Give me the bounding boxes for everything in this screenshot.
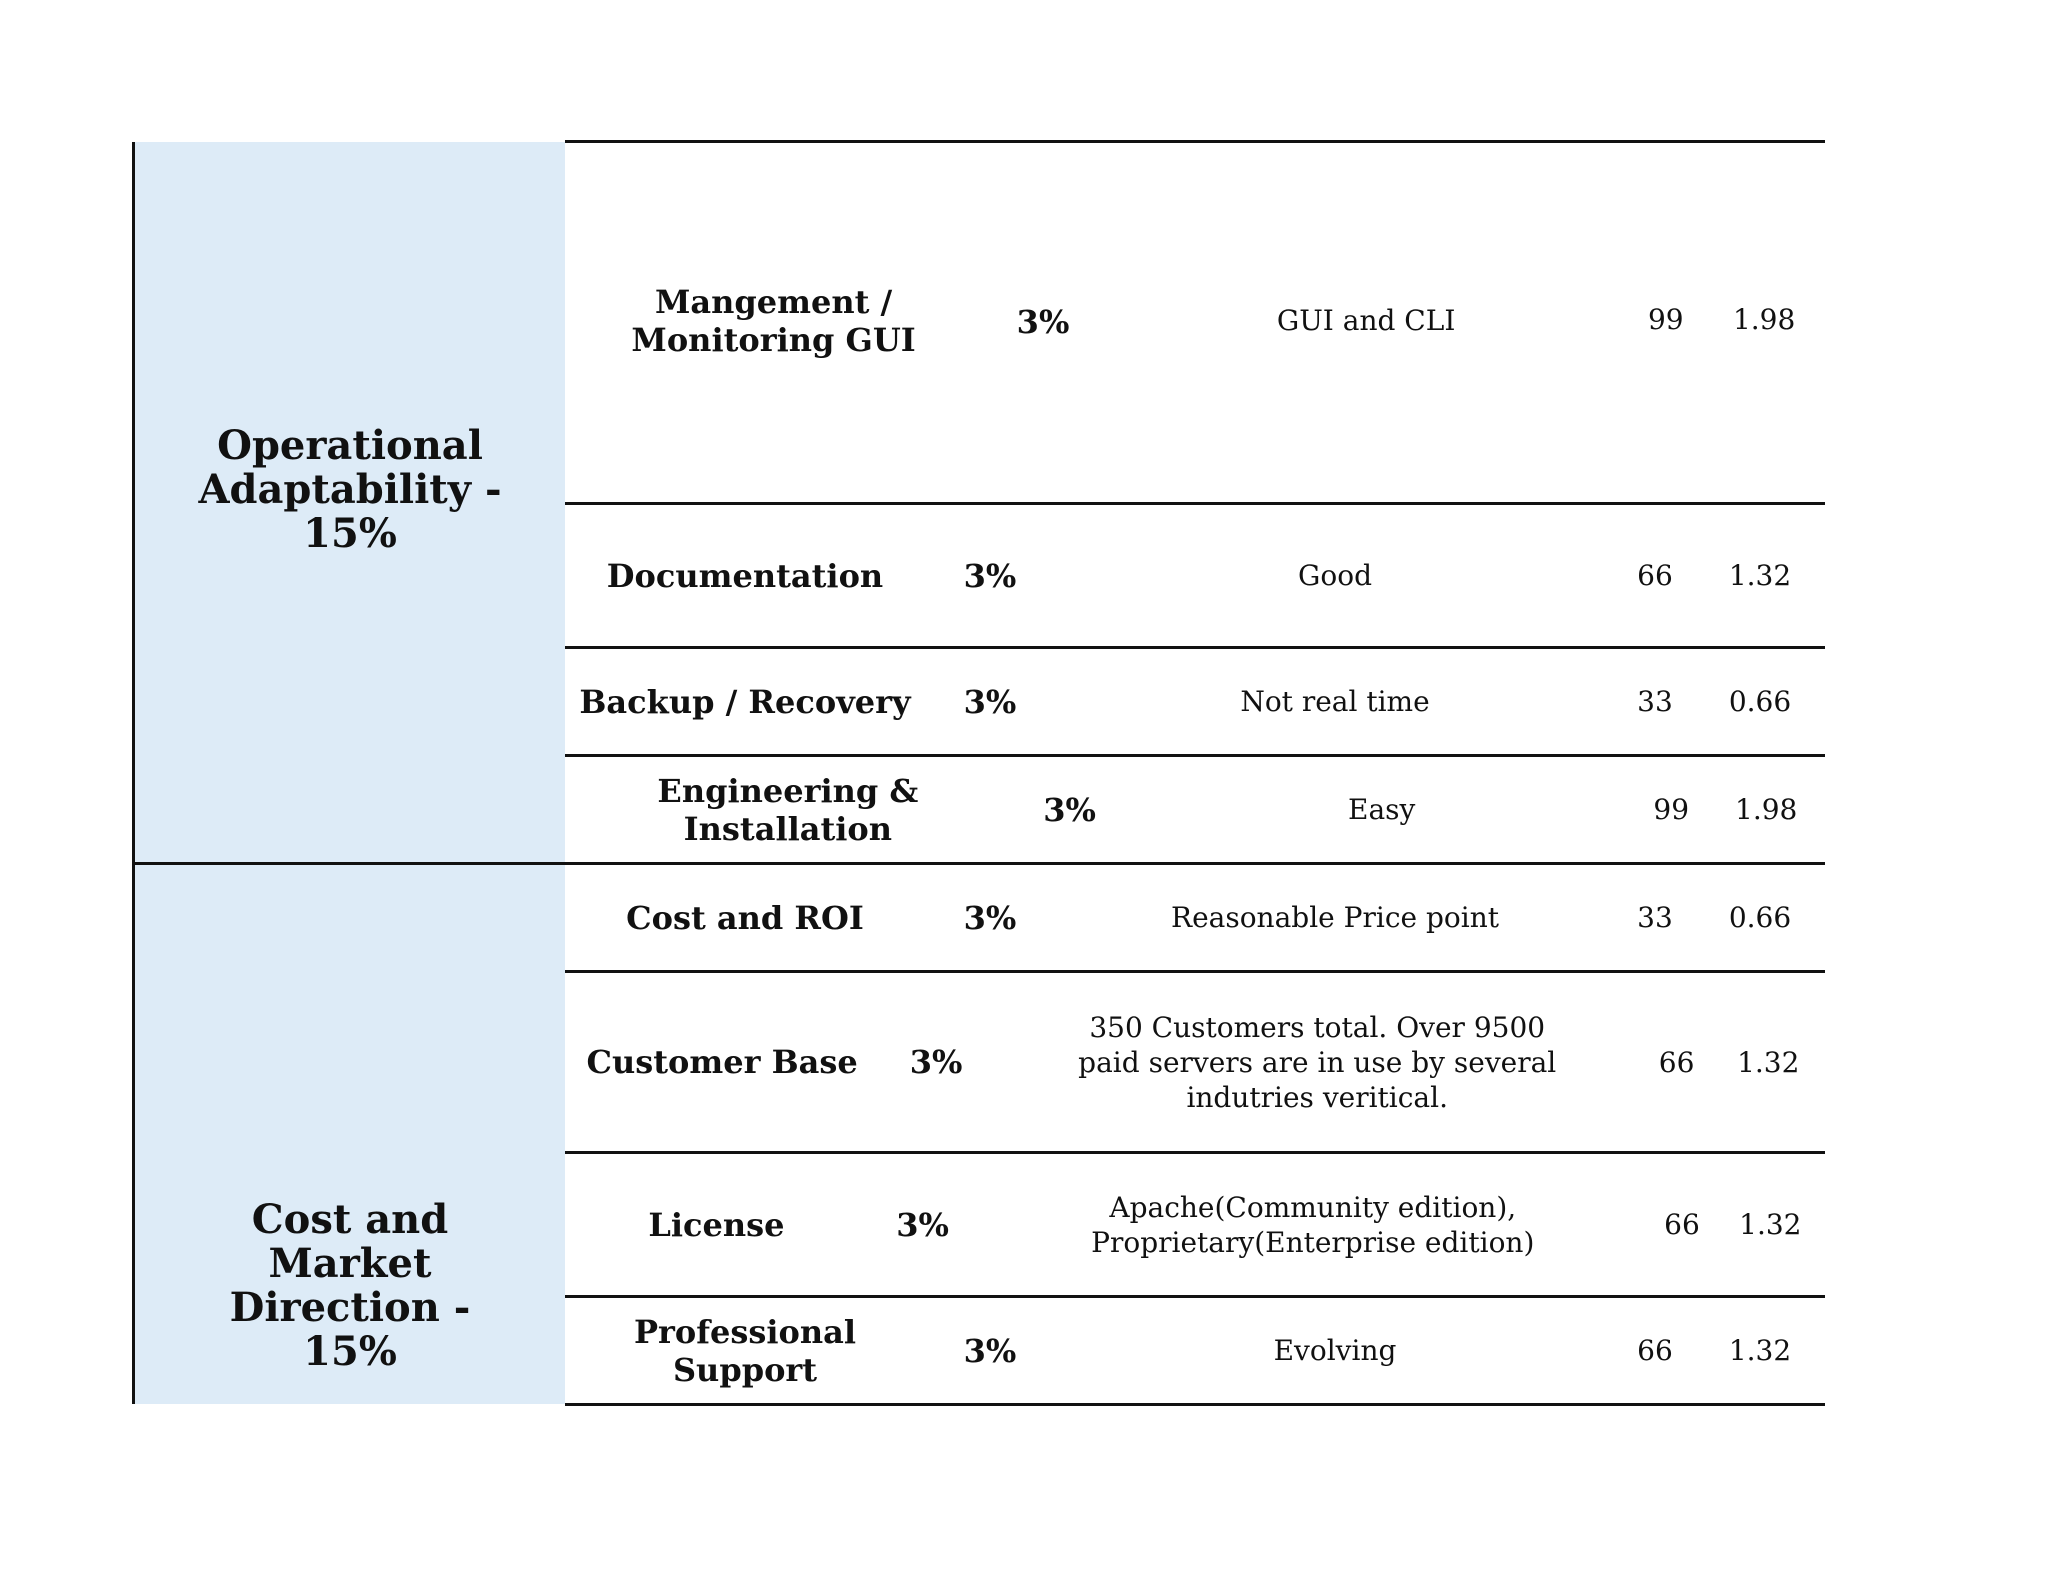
weight: 3% [963,682,1017,721]
criterion: License [648,1205,785,1244]
weighted-score: 0.66 [1728,685,1792,718]
table-row [565,1154,1825,1298]
category-cost-market-direction [135,864,565,1404]
description: 350 Customers total. Over 9500 paid servers are in use by several indutries veritical. [1078,1010,1557,1114]
score: 66 [1637,1334,1673,1367]
weighted-score: 0.66 [1728,901,1792,934]
criterion: Mangement / Monitoring GUI [631,283,916,359]
weight: 3% [1016,303,1070,341]
criterion: Backup / Recovery [579,682,911,721]
table-row [565,505,1825,649]
score: 66 [1658,1045,1695,1079]
category-label: Operational Adaptability - 15% [198,422,502,557]
category-label: Cost and Market Direction - 15% [229,1196,471,1375]
description: Reasonable Price point [1170,901,1499,934]
weighted-score: 1.98 [1732,303,1796,336]
table-row [565,973,1825,1154]
weight: 3% [909,1043,963,1081]
description: GUI and CLI [1276,304,1456,337]
criterion: Customer Base [586,1043,858,1081]
weighted-score: 1.98 [1735,793,1798,826]
weighted-score: 1.32 [1728,1334,1792,1367]
criterion: Cost and ROI [626,898,864,937]
description: Apache(Community edition), Proprietary(Enterprise edition) [1091,1190,1535,1259]
weight: 3% [963,898,1017,937]
description: Not real time [1240,685,1430,718]
weighted-score: 1.32 [1739,1208,1802,1241]
weighted-score: 1.32 [1737,1045,1800,1079]
weight: 3% [963,1331,1017,1370]
left-border [132,864,135,1404]
score: 33 [1637,685,1673,718]
table-row [565,1298,1825,1406]
criterion: Engineering & Installation [657,771,919,848]
criterion: Professional Support [633,1312,857,1389]
weighted-score: 1.32 [1728,559,1792,592]
weight: 3% [963,556,1017,595]
left-border [132,142,135,864]
score: 99 [1653,793,1690,826]
description: Easy [1348,793,1416,826]
weight: 3% [896,1205,949,1244]
table-row [565,865,1825,973]
table-row [565,143,1825,505]
criterion: Documentation [606,556,884,595]
category-divider [132,862,565,865]
score: 99 [1647,303,1684,336]
category-operational-adaptability [135,142,565,864]
description: Evolving [1273,1334,1397,1367]
weight: 3% [1043,790,1096,829]
score: 66 [1637,559,1673,592]
table-row [565,757,1825,865]
description: Good [1297,559,1372,592]
score: 66 [1664,1208,1700,1241]
score: 33 [1637,901,1673,934]
table-row [565,649,1825,757]
